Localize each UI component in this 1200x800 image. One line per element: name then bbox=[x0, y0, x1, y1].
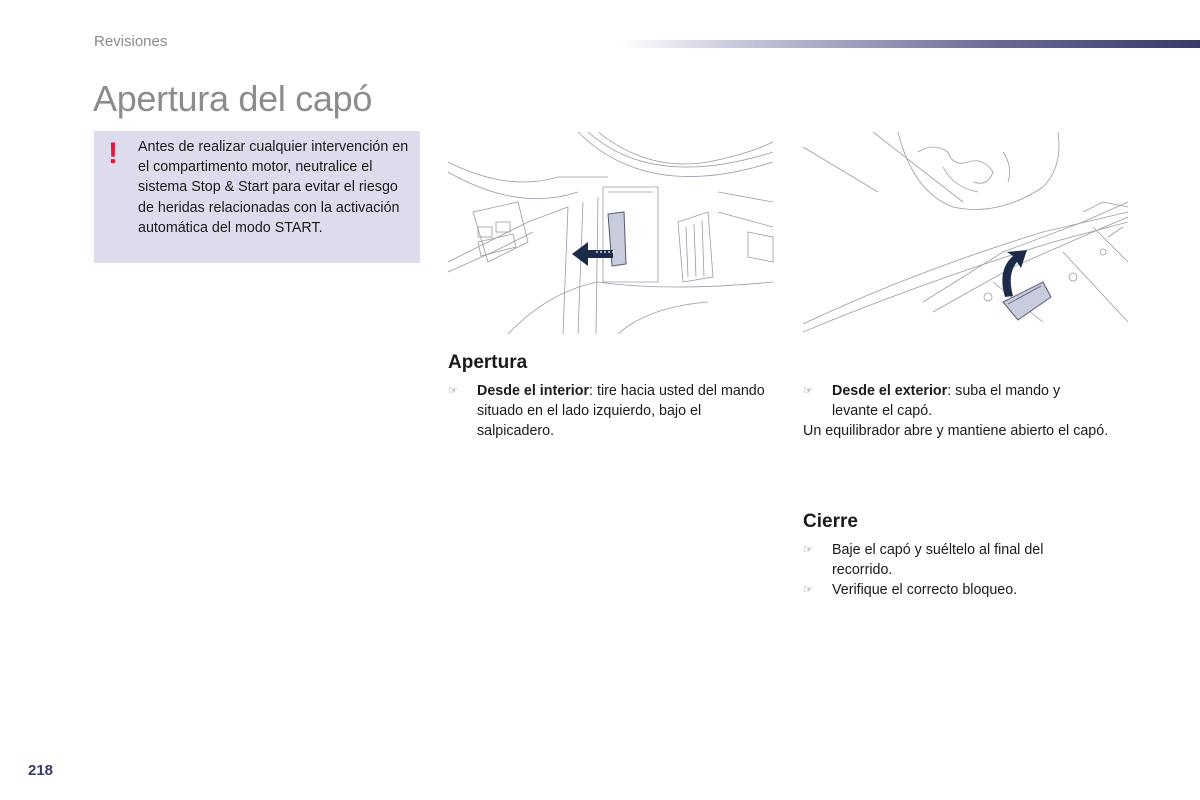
page-number: 218 bbox=[28, 762, 54, 779]
header-gradient-bar bbox=[620, 40, 1200, 48]
bullet-interior-bold: Desde el interior bbox=[477, 383, 590, 399]
bullet-cierre-2 bbox=[803, 580, 1133, 602]
hand-pointer-icon: ☞ bbox=[448, 385, 458, 397]
bullet-cierre-1 bbox=[803, 540, 1133, 582]
interior-release-illustration bbox=[448, 132, 774, 334]
equilibrador-note: Un equilibrador abre y mantiene abierto el capó. bbox=[803, 423, 1109, 439]
bullet-cierre-1-text: Baje el capó y suéltelo al final del recorrido. bbox=[832, 542, 1044, 579]
page-title: Apertura del capó bbox=[93, 78, 373, 119]
warning-box bbox=[94, 131, 420, 263]
warning-exclamation-icon: ! bbox=[108, 137, 118, 170]
hand-pointer-icon: ☞ bbox=[803, 584, 813, 596]
bullet-exterior-bold: Desde el exterior bbox=[832, 383, 948, 399]
heading-cierre: Cierre bbox=[803, 511, 858, 532]
heading-apertura: Apertura bbox=[448, 352, 528, 373]
bullet-interior bbox=[448, 381, 778, 443]
warning-text: Antes de realizar cualquier intervención en el compartimento motor, neutralice el sistema Stop & Start para evitar el riesgo de heridas relacionadas con la activación automática del modo START. bbox=[138, 139, 409, 236]
bullet-cierre-2-text: Verifique el correcto bloqueo. bbox=[832, 582, 1018, 598]
bullet-exterior bbox=[803, 381, 1133, 423]
exterior-release-illustration bbox=[803, 132, 1129, 334]
bullet-interior-rest: : tire hacia usted del mando situado en el lado izquierdo, bajo el salpicadero. bbox=[477, 383, 765, 440]
hand-pointer-icon: ☞ bbox=[803, 544, 813, 556]
bullet-interior-text bbox=[477, 381, 775, 442]
hand-pointer-icon: ☞ bbox=[803, 385, 813, 397]
bullet-exterior-text bbox=[832, 381, 1102, 421]
section-label: Revisiones bbox=[94, 33, 168, 50]
bullet-exterior-rest: : suba el mando y levante el capó. bbox=[832, 383, 1061, 420]
